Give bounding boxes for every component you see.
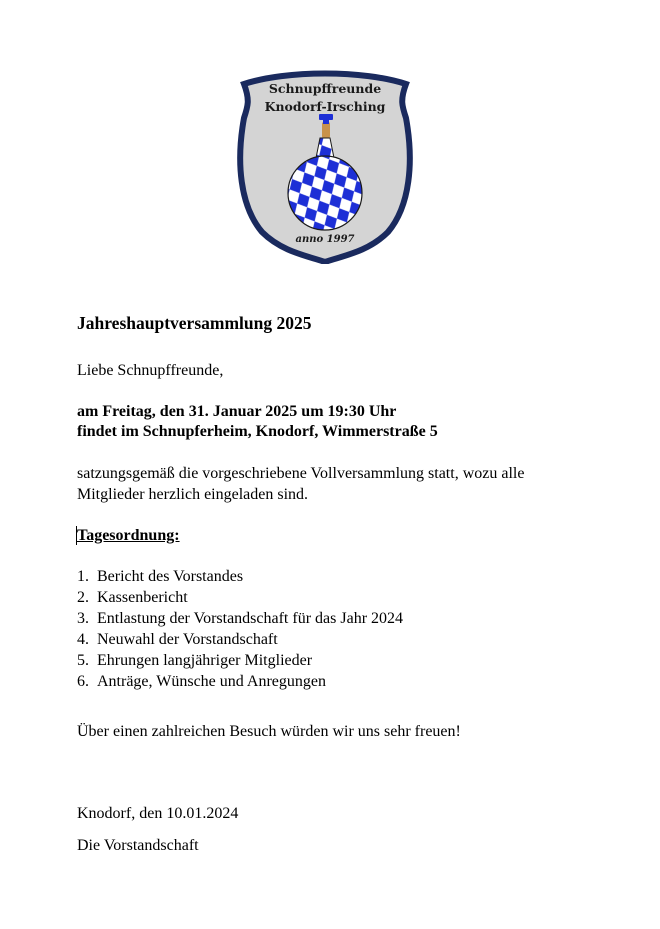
agenda-heading: Tagesordnung: xyxy=(77,527,180,544)
agenda-item: 4. Neuwahl der Vorstandschaft xyxy=(77,631,278,648)
bottle-body xyxy=(288,156,362,230)
agenda-item: 5. Ehrungen langjähriger Mitglieder xyxy=(77,652,313,669)
club-crest-logo xyxy=(232,66,418,264)
crest-year: anno 1997 xyxy=(295,234,355,245)
event-location-line: findet im Schnupferheim, Knodorf, Wimmerstraße 5 xyxy=(77,423,438,440)
page-title: Jahreshauptversammlung 2025 xyxy=(77,313,312,333)
bottle-cork xyxy=(322,122,330,138)
greeting: Liebe Schnupffreunde, xyxy=(77,362,224,379)
agenda-item: 3. Entlastung der Vorstandschaft für das Jahr 2024 xyxy=(77,610,404,627)
crest-line2: Knodorf-Irsching xyxy=(264,99,386,114)
signature: Die Vorstandschaft xyxy=(77,837,199,854)
body-text-line2: Mitglieder herzlich eingeladen sind. xyxy=(77,486,309,503)
agenda-item: 1. Bericht des Vorstandes xyxy=(77,568,244,585)
crest-svg xyxy=(232,66,418,264)
body-text-line1: satzungsgemäß die vorgeschriebene Vollversammlung statt, wozu alle xyxy=(77,465,525,482)
agenda-item: 2. Kassenbericht xyxy=(77,589,188,606)
agenda-item: 6. Anträge, Wünsche und Anregungen xyxy=(77,673,326,690)
place-date: Knodorf, den 10.01.2024 xyxy=(77,805,239,822)
agenda-list xyxy=(77,566,403,692)
event-date-line: am Freitag, den 31. Januar 2025 um 19:30 Uhr xyxy=(77,403,397,420)
closing-sentence: Über einen zahlreichen Besuch würden wir uns sehr freuen! xyxy=(77,723,461,740)
crest-line1: Schnupffreunde xyxy=(268,81,382,96)
